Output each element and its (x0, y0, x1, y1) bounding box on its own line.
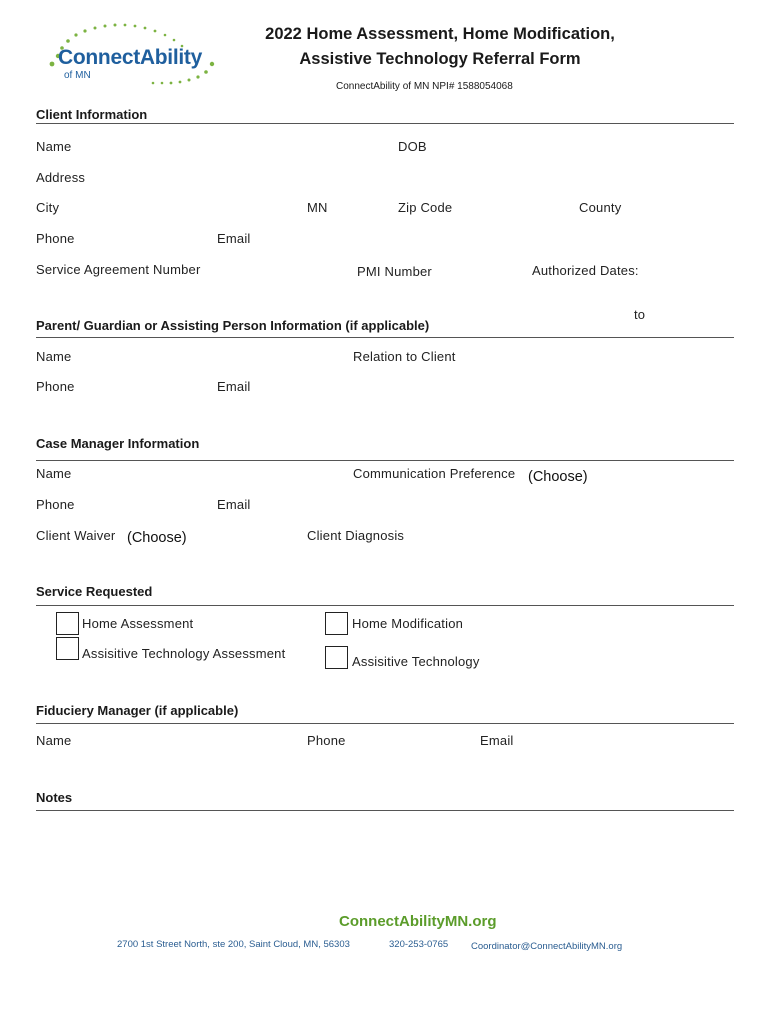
divider (36, 460, 734, 461)
divider (36, 123, 734, 124)
at-assessment-checkbox[interactable] (56, 637, 79, 660)
case-manager-name-field[interactable]: Name (36, 466, 72, 481)
fiduciary-heading: Fiduciery Manager (if applicable) (36, 703, 239, 718)
guardian-relation-field[interactable]: Relation to Client (353, 349, 456, 364)
home-assessment-checkbox[interactable] (56, 612, 79, 635)
guardian-email-field[interactable]: Email (217, 379, 251, 394)
notes-field[interactable] (36, 814, 734, 904)
client-address-field[interactable]: Address (36, 170, 86, 185)
guardian-name-field[interactable]: Name (36, 349, 72, 364)
divider (36, 723, 734, 724)
communication-preference-select[interactable]: (Choose) (528, 469, 588, 485)
client-waiver-label: Client Waiver (36, 528, 116, 543)
logo (44, 22, 224, 86)
form-title-line1: 2022 Home Assessment, Home Modification, (265, 25, 615, 43)
client-email-field[interactable]: Email (217, 231, 251, 246)
assistive-technology-checkbox[interactable] (325, 646, 348, 669)
divider (36, 810, 734, 811)
home-modification-checkbox[interactable] (325, 612, 348, 635)
client-name-field[interactable]: Name (36, 139, 72, 154)
footer-website: ConnectAbilityMN.org (339, 913, 497, 930)
divider (36, 337, 734, 338)
home-modification-label: Home Modification (352, 616, 464, 631)
case-manager-phone-field[interactable]: Phone (36, 497, 75, 512)
home-assessment-label: Home Assessment (82, 616, 194, 631)
communication-preference-label: Communication Preference (353, 466, 516, 481)
fiduciary-email-field[interactable]: Email (480, 733, 514, 748)
client-state-label: MN (307, 200, 328, 215)
npi-number: ConnectAbility of MN NPI# 1588054068 (336, 81, 513, 92)
divider (36, 605, 734, 606)
guardian-info-heading: Parent/ Guardian or Assisting Person Information (if applicable) (36, 318, 430, 333)
fiduciary-phone-field[interactable]: Phone (307, 733, 346, 748)
assistive-technology-label: Assisitive Technology (352, 654, 480, 669)
client-info-heading: Client Information (36, 107, 148, 122)
pmi-number-field[interactable]: PMI Number (357, 264, 432, 279)
service-requested-heading: Service Requested (36, 584, 153, 599)
footer-email: Coordinator@ConnectAbilityMN.org (471, 941, 623, 952)
case-manager-email-field[interactable]: Email (217, 497, 251, 512)
client-dob-field[interactable]: DOB (398, 139, 427, 154)
authorized-dates-to-label: to (634, 307, 646, 322)
guardian-phone-field[interactable]: Phone (36, 379, 75, 394)
authorized-dates-field[interactable]: Authorized Dates: (532, 263, 639, 278)
logo-subtext: of MN (64, 70, 91, 81)
service-agreement-field[interactable]: Service Agreement Number (36, 262, 201, 277)
client-zip-field[interactable]: Zip Code (398, 200, 453, 215)
client-waiver-select[interactable]: (Choose) (127, 530, 187, 546)
case-manager-heading: Case Manager Information (36, 436, 200, 451)
logo-text: ConnectAbility (58, 46, 202, 69)
footer-address: 2700 1st Street North, ste 200, Saint Cloud, MN, 56303 (117, 939, 350, 950)
client-diagnosis-field[interactable]: Client Diagnosis (307, 528, 405, 543)
notes-heading: Notes (36, 790, 73, 805)
form-title-line2: Assistive Technology Referral Form (299, 50, 581, 68)
client-city-field[interactable]: City (36, 200, 60, 215)
at-assessment-label: Assisitive Technology Assessment (82, 646, 286, 661)
footer-phone: 320-253-0765 (389, 939, 449, 950)
client-county-field[interactable]: County (579, 200, 622, 215)
fiduciary-name-field[interactable]: Name (36, 733, 72, 748)
client-phone-field[interactable]: Phone (36, 231, 75, 246)
